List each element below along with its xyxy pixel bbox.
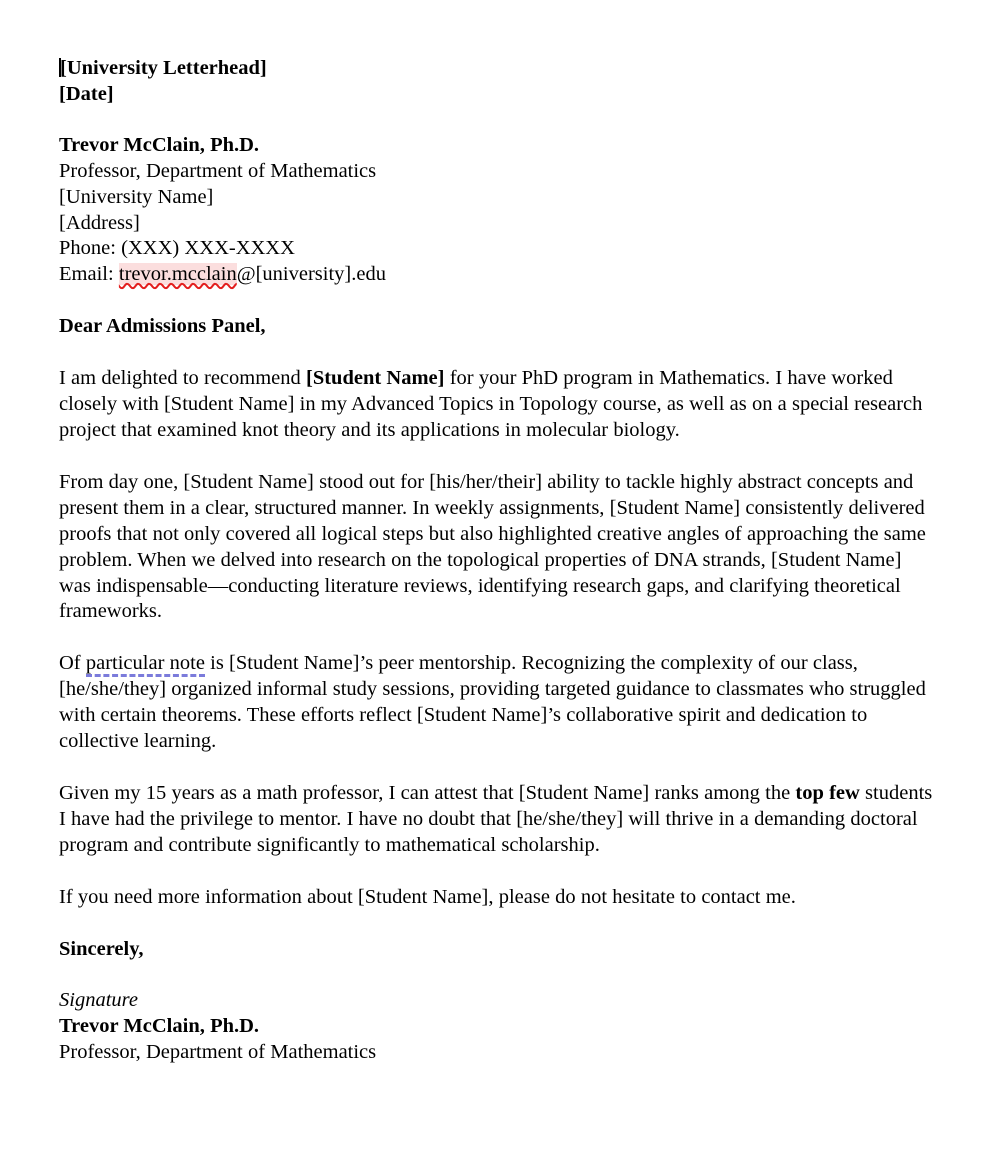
salutation: Dear Admissions Panel, [59, 315, 266, 338]
email-label: Email: [59, 263, 119, 286]
signature-placeholder: Signature [59, 989, 138, 1012]
sender-address: [Address] [59, 211, 140, 234]
sender-email [59, 262, 933, 288]
spacer [59, 962, 933, 988]
spacer [59, 108, 933, 133]
letterhead-text: [University Letterhead] [60, 57, 267, 79]
p4-text-before: Given my 15 years as a math professor, I can attest that [Student Name] ranks among the [59, 781, 796, 804]
sender-phone: Phone: (XXX) XXX-XXXX [59, 237, 295, 260]
p4-top-few-bold: top few [795, 781, 860, 804]
sender-university: [University Name] [59, 185, 214, 208]
sender-name: Trevor McClain, Ph.D. [59, 133, 260, 156]
spacer [59, 288, 933, 314]
paragraph-2: From day one, [Student Name] stood out for [his/her/their] ability to tackle highly abstract concepts and present them in a clear, structured manner. In weekly assignments, [Student Name] consistently delivered proofs that not only covered all logical steps but also highlighted creative angles of approaching the same problem. When we delved into research on the topological properties of DNA strands, [Student Name] was indispensable—conducting literature reviews, identifying research gaps, and clarifying theoretical frameworks. [59, 470, 926, 623]
sender-title: Professor, Department of Mathematics [59, 159, 377, 182]
letterhead-line [59, 56, 933, 82]
p1-student-name-bold: [Student Name] [306, 367, 445, 390]
date-line: [Date] [59, 82, 114, 105]
paragraph-4 [59, 781, 933, 859]
spacer [59, 444, 933, 470]
spacer [59, 911, 933, 937]
paragraph-5: If you need more information about [Student Name], please do not hesitate to contact me. [59, 885, 796, 908]
p1-text-before: I am delighted to recommend [59, 367, 306, 390]
signer-name: Trevor McClain, Ph.D. [59, 1015, 260, 1038]
p1-text-after: for your PhD program in Mathematics. I have worked closely with [Student Name] in my Advanced Topics in Topology course, as well as on a special research project that examined knot theory and its applications in molecular biology. [59, 367, 923, 441]
email-domain: @[university].edu [236, 263, 386, 286]
spacer [59, 340, 933, 366]
signer-title: Professor, Department of Mathematics [59, 1041, 377, 1064]
sign-off: Sincerely, [59, 937, 144, 960]
p3-text-after: is [Student Name]’s peer mentorship. Recognizing the complexity of our class, [he/she/they] organized informal study sessions, providing targeted guidance to classmates who struggled with certain theorems. These efforts reflect [Student Name]’s collaborative spirit and dedication to collective learning. [59, 652, 926, 753]
spacer [59, 625, 933, 651]
letter-body[interactable] [59, 56, 933, 1066]
p4-text-after: students I have had the privilege to mentor. I have no doubt that [he/she/they] will thrive in a demanding doctoral program and contribute significantly to mathematical scholarship. [59, 781, 933, 856]
email-local-part-spell-error[interactable]: trevor.mcclain [118, 263, 237, 286]
spacer [59, 859, 933, 885]
paragraph-3 [59, 651, 933, 755]
p3-text-before: Of [59, 652, 86, 675]
paragraph-1 [59, 366, 933, 444]
spacer [59, 755, 933, 781]
p3-grammar-error-phrase[interactable]: particular note [86, 652, 205, 677]
